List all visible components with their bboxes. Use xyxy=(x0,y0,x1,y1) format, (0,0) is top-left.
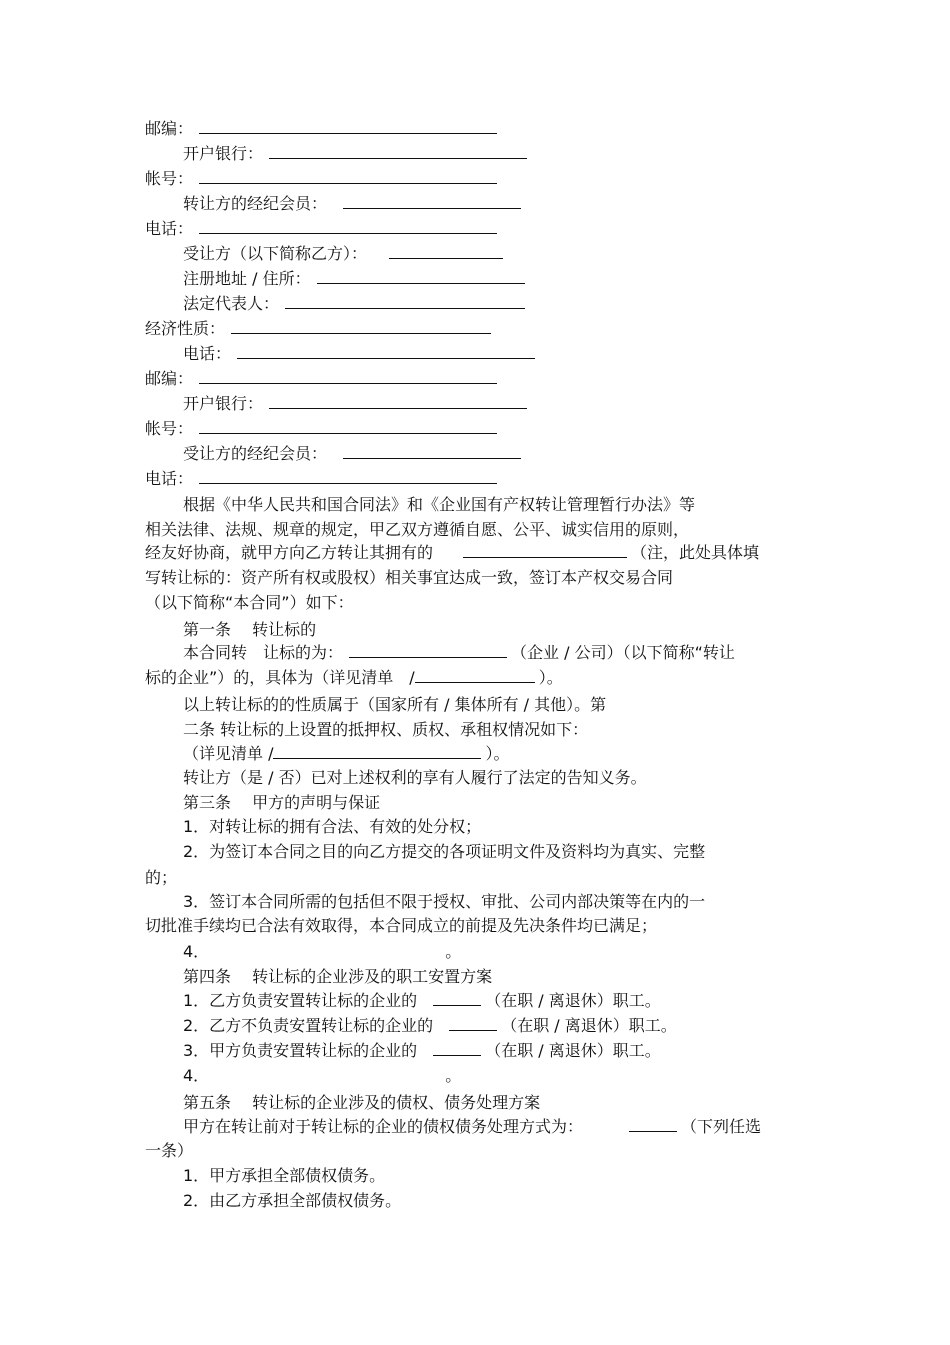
preamble-text-1: 根据《中华人民共和国合同法》和《企业国有产权转让管理暂行办法》等 xyxy=(183,495,696,514)
article-1-object-blank[interactable] xyxy=(349,642,507,658)
article-5-blank[interactable] xyxy=(629,1116,677,1132)
article-5-text-2: （下列任选 xyxy=(681,1117,762,1136)
postcode-blank[interactable] xyxy=(199,118,497,134)
article-2-line-1 xyxy=(183,743,510,764)
transferor-broker-line xyxy=(183,193,525,214)
article-1-text-4: ）。 xyxy=(538,668,563,687)
article-2-line-2 xyxy=(183,768,647,788)
article-5-text-3: 一条） xyxy=(145,1141,194,1160)
article-4-blank-2[interactable] xyxy=(449,1015,497,1031)
phone-label-3: 电话： xyxy=(145,469,194,488)
account-line-2 xyxy=(145,418,501,439)
preamble-text-5: （以下简称“本合同”）如下： xyxy=(145,593,354,612)
article-5-heading xyxy=(183,1093,540,1113)
legal-rep-blank[interactable] xyxy=(285,293,525,309)
article-4-text-1: 1．乙方负责安置转让标的企业的 xyxy=(183,991,418,1010)
article-4-item-1 xyxy=(183,990,661,1011)
article-4-blank-3[interactable] xyxy=(433,1040,481,1056)
article-3-item-2 xyxy=(183,842,705,862)
legal-rep-line xyxy=(183,293,529,314)
article-4-item-4-end: 。 xyxy=(445,1066,462,1085)
bank-line xyxy=(183,143,531,164)
article-2-text-2: ）。 xyxy=(485,744,510,763)
preamble-text-4: 写转让标的：资产所有权或股权）相关事宜达成一致，签订本产权交易合同 xyxy=(145,568,674,587)
bank-line-2 xyxy=(183,393,531,414)
preamble-line-1 xyxy=(183,495,695,515)
article-3-text-4: 3．签订本合同所需的包括但不限于授权、审批、公司内部决策等在内的一 xyxy=(183,892,706,911)
article-4-item-3 xyxy=(183,1040,661,1061)
preamble-line-3 xyxy=(145,542,759,563)
article-3-item-3-cont xyxy=(145,916,657,936)
article-3-text-2: 2．为签订本合同之目的向乙方提交的各项证明文件及资料均为真实、完整 xyxy=(183,842,706,861)
account-label-2: 帐号： xyxy=(145,419,194,438)
phone-line-3 xyxy=(145,468,501,489)
preamble-text-2: 相关法律、法规、规章的规定，甲乙双方遵循自愿、公平、诚实信用的原则， xyxy=(145,520,690,539)
article-3-item-4-number: 4． xyxy=(183,942,210,961)
transfer-object-blank[interactable] xyxy=(463,542,627,558)
postcode-label: 邮编： xyxy=(145,119,194,138)
article-3-heading xyxy=(183,793,380,813)
article-4-text-4: （在职 / 离退休）职工。 xyxy=(501,1016,677,1035)
address-line xyxy=(183,268,529,289)
article-2-text-3: 转让方（是 / 否）已对上述权利的享有人履行了法定的告知义务。 xyxy=(183,768,647,787)
article-4-item-4-number: 4． xyxy=(183,1066,210,1085)
transferee-broker-line xyxy=(183,443,525,464)
transferee-broker-label: 受让方的经纪会员： xyxy=(183,444,328,463)
article-5-line-2 xyxy=(145,1141,193,1161)
transferor-broker-blank[interactable] xyxy=(343,193,521,209)
article-4-item-2 xyxy=(183,1015,677,1036)
article-2-title: 二条 转让标的上设置的抵押权、质权、承租权情况如下： xyxy=(183,720,589,739)
postcode-label-2: 邮编： xyxy=(145,369,194,388)
article-2-list-blank[interactable] xyxy=(273,743,481,759)
bank-blank[interactable] xyxy=(269,143,527,159)
article-3-item-4-end: 。 xyxy=(445,942,462,961)
preamble-text-3: 经友好协商，就甲方向乙方转让其拥有的 xyxy=(145,543,434,562)
transferor-broker-label: 转让方的经纪会员： xyxy=(183,194,328,213)
phone-line-2 xyxy=(183,343,539,364)
article-4-item-4 xyxy=(183,1066,461,1086)
phone-blank-3[interactable] xyxy=(199,468,497,484)
article-3-item-4 xyxy=(183,942,461,962)
transferee-broker-blank[interactable] xyxy=(343,443,521,459)
economic-nature-label: 经济性质： xyxy=(145,319,226,338)
article-4-heading xyxy=(183,967,492,987)
article-4-text-5: 3．甲方负责安置转让标的企业的 xyxy=(183,1041,418,1060)
article-4-blank-1[interactable] xyxy=(433,990,481,1006)
phone-label: 电话： xyxy=(145,219,194,238)
article-1-list-blank[interactable] xyxy=(415,667,535,683)
article-3-text-5: 切批准手续均已合法有效取得，本合同成立的前提及先决条件均已满足； xyxy=(145,916,658,935)
bank-blank-2[interactable] xyxy=(269,393,527,409)
legal-rep-label: 法定代表人： xyxy=(183,294,280,313)
postcode-line-2 xyxy=(145,368,501,389)
article-3-text-3: 的； xyxy=(145,868,178,887)
article-4-text-2: （在职 / 离退休）职工。 xyxy=(485,991,661,1010)
phone-blank[interactable] xyxy=(199,218,497,234)
article-1-text-3: 标的企业”）的，具体为（详见清单 / xyxy=(145,668,415,687)
article-3-item-1 xyxy=(183,817,481,837)
account-label: 帐号： xyxy=(145,169,194,188)
article-4-text-6: （在职 / 离退休）职工。 xyxy=(485,1041,661,1060)
article-2-heading xyxy=(183,720,588,740)
article-1-line-2 xyxy=(145,667,563,688)
article-4-title: 第四条 转让标的企业涉及的职工安置方案 xyxy=(183,967,493,986)
economic-nature-line xyxy=(145,318,495,339)
postcode-blank-2[interactable] xyxy=(199,368,497,384)
address-blank[interactable] xyxy=(317,268,525,284)
article-3-title: 第三条 甲方的声明与保证 xyxy=(183,793,381,812)
preamble-line-4 xyxy=(145,568,673,588)
article-5-title: 第五条 转让标的企业涉及的债权、债务处理方案 xyxy=(183,1093,541,1112)
article-1-line-3 xyxy=(183,695,606,715)
article-4-text-3: 2．乙方不负责安置转让标的企业的 xyxy=(183,1016,434,1035)
article-5-line-1 xyxy=(183,1116,761,1137)
economic-nature-blank[interactable] xyxy=(231,318,491,334)
article-1-line-1 xyxy=(183,642,735,663)
account-blank[interactable] xyxy=(199,168,497,184)
phone-label-2: 电话： xyxy=(183,344,232,363)
article-2-text-1: （详见清单 / xyxy=(183,744,274,763)
article-5-item-1 xyxy=(183,1166,385,1186)
article-3-item-2-cont xyxy=(145,868,177,888)
article-5-item-2 xyxy=(183,1191,401,1211)
transferee-label: 受让方（以下简称乙方）： xyxy=(183,244,368,263)
phone-blank-2[interactable] xyxy=(237,343,535,359)
preamble-note: （注，此处具体填 xyxy=(631,543,760,562)
postcode-line xyxy=(145,118,501,139)
transferee-blank[interactable] xyxy=(389,243,503,259)
preamble-line-2 xyxy=(145,520,689,540)
article-1-title: 第一条 转让标的 xyxy=(183,620,317,639)
article-5-item-2-text: 2．由乙方承担全部债权债务。 xyxy=(183,1191,402,1210)
article-3-text-1: 1．对转让标的拥有合法、有效的处分权； xyxy=(183,817,482,836)
article-5-item-1-text: 1．甲方承担全部债权债务。 xyxy=(183,1166,386,1185)
preamble-line-5 xyxy=(145,593,354,613)
bank-label: 开户银行： xyxy=(183,144,264,163)
article-1-text-2: （企业 / 公司）（以下简称“转让 xyxy=(511,643,735,662)
bank-label-2: 开户银行： xyxy=(183,394,264,413)
article-5-text-1: 甲方在转让前对于转让标的企业的债权债务处理方式为： xyxy=(183,1117,584,1136)
article-1-text-1: 本合同转 让标的为： xyxy=(183,643,344,662)
account-line xyxy=(145,168,501,189)
phone-line xyxy=(145,218,501,239)
article-3-item-3 xyxy=(183,892,705,912)
account-blank-2[interactable] xyxy=(199,418,497,434)
article-1-heading xyxy=(183,620,316,640)
transferee-line xyxy=(183,243,507,264)
article-1-text-5: 以上转让标的的性质属于（国家所有 / 集体所有 / 其他）。第 xyxy=(183,695,607,714)
address-label: 注册地址 / 住所： xyxy=(183,269,311,288)
